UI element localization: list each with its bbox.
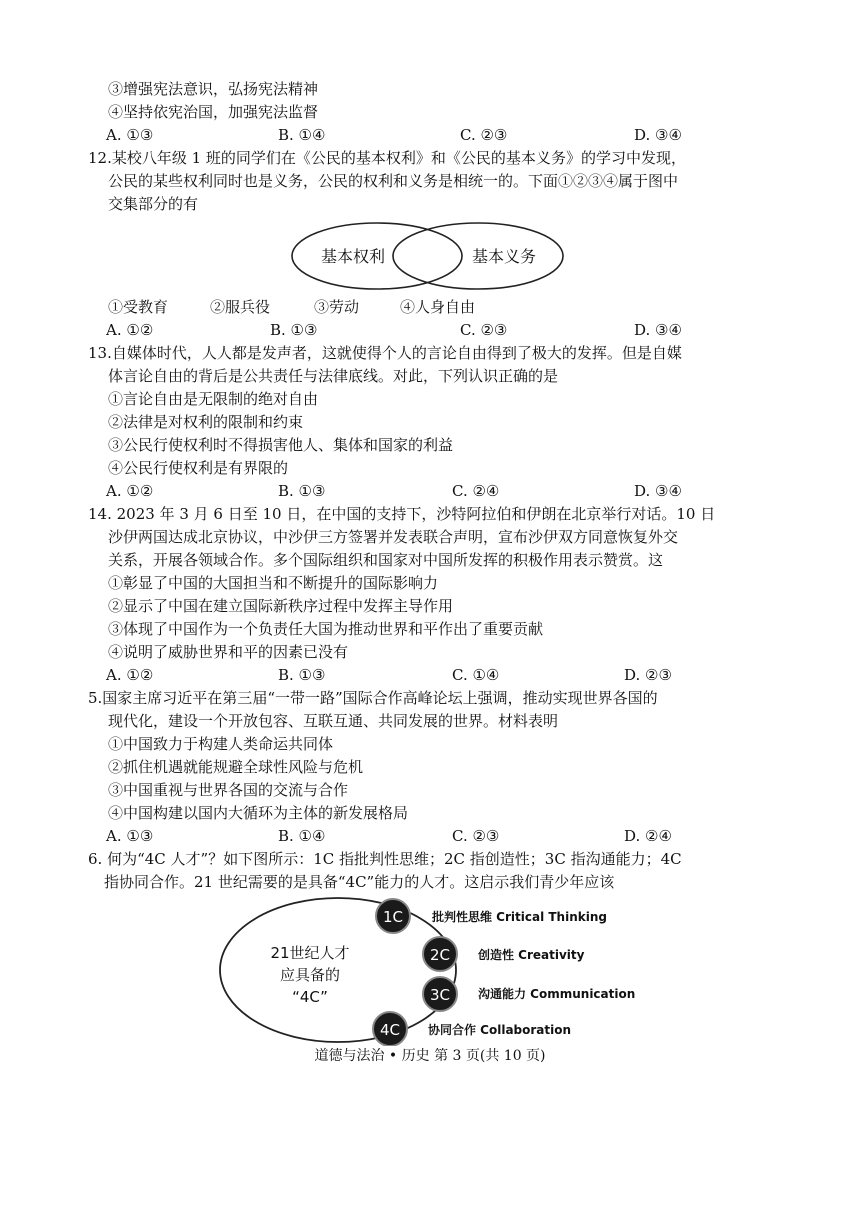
q14-option-b: B. ①③ [278,666,326,684]
q14-item-3: ③体现了中国作为一个负责任大国为推动世界和平作出了重要贡献 [108,620,544,638]
q12-option-d: D. ③④ [634,321,682,339]
q13-option-b: B. ①③ [278,482,326,500]
label-3c: 沟通能力 Communication [478,987,636,1001]
4c-center-line-1: 21世纪人才 [270,944,350,962]
q14-option-d: D. ②③ [624,666,672,684]
q11-option-b: B. ①④ [278,126,326,144]
4c-diagram [210,896,650,1046]
q14-option-a: A. ①② [106,666,154,684]
q14-stem-line-3: 关系，开展各领域合作。多个国际组织和国家对中国所发挥的积极作用表示赞赏。这 [108,551,664,569]
q11-item-3: ③增强宪法意识，弘扬宪法精神 [108,80,319,98]
q12-stem-line-2: 公民的某些权利同时也是义务，公民的权利和义务是相统一的。下面①②③④属于图中 [108,172,679,190]
q13-item-2: ②法律是对权利的限制和约束 [108,413,304,431]
label-1c: 批判性思维 Critical Thinking [432,910,607,924]
badge-2c: 2C [429,946,451,964]
q12-item-3: ③劳动 [314,298,360,316]
page-footer: 道德与法治 • 历史 第 3 页(共 10 页) [314,1048,546,1064]
q13-item-4: ④公民行使权利是有界限的 [108,459,289,477]
q15-stem-line-2: 现代化，建设一个开放包容、互联互通、共同发展的世界。材料表明 [108,712,559,730]
q12-item-4: ④人身自由 [400,298,476,316]
q12-stem-line-1: 12.某校八年级 1 班的同学们在《公民的基本权利》和《公民的基本义务》的学习中发现， [88,149,686,167]
label-2c: 创造性 Creativity [478,948,585,962]
q14-stem-line-1: 14. 2023 年 3 月 6 日至 10 日，在中国的支持下，沙特阿拉伯和伊朗在北京举行对话。10 日 [88,505,716,523]
badge-1c: 1C [382,908,404,926]
4c-node-2 [423,937,585,971]
q16-stem-line-1: 6. 何为“4C 人才”？如下图所示：1C 指批判性思维；2C 指创造性；3C 指沟通能力；4C [88,850,682,868]
q12-option-a: A. ①② [106,321,154,339]
badge-3c: 3C [429,986,451,1004]
q15-item-2: ②抓住机遇就能规避全球性风险与危机 [108,758,364,776]
q14-item-4: ④说明了威胁世界和平的因素已没有 [108,643,349,661]
q14-stem-line-2: 沙伊两国达成北京协议，中沙伊三方签署并发表联合声明，宣布沙伊双方同意恢复外交 [108,528,679,546]
4c-node-1 [376,899,607,933]
q11-option-a: A. ①③ [106,126,154,144]
q13-item-1: ①言论自由是无限制的绝对自由 [108,390,319,408]
venn-diagram [290,220,570,292]
q13-stem-line-2: 体言论自由的背后是公共责任与法律底线。对此，下列认识正确的是 [108,367,559,385]
venn-right-label: 基本义务 [471,247,537,266]
q12-option-b: B. ①③ [270,321,318,339]
4c-center-line-2: 应具备的 [279,966,341,984]
venn-left-label: 基本权利 [320,247,386,266]
q15-stem-line-1: 5.国家主席习近平在第三届“一带一路”国际合作高峰论坛上强调，推动实现世界各国的 [88,689,658,707]
q13-option-a: A. ①② [106,482,154,500]
q14-item-1: ①彰显了中国的大国担当和不断提升的国际影响力 [108,574,439,592]
q15-item-4: ④中国构建以国内大循环为主体的新发展格局 [108,804,409,822]
q12-option-c: C. ②③ [460,321,508,339]
q15-option-d: D. ②④ [624,827,672,845]
q14-option-c: C. ①④ [452,666,500,684]
q13-option-c: C. ②④ [452,482,500,500]
q15-item-3: ③中国重视与世界各国的交流与合作 [108,781,349,799]
q15-option-c: C. ②③ [452,827,500,845]
q16-stem-line-2: 指协同合作。21 世纪需要的是具备“4C”能力的人才。这启示我们青少年应该 [104,873,615,891]
4c-center-line-3: “4C” [292,988,328,1006]
q13-item-3: ③公民行使权利时不得损害他人、集体和国家的利益 [108,436,454,454]
q12-item-1: ①受教育 [108,298,169,316]
q15-option-a: A. ①③ [106,827,154,845]
q12-stem-line-3: 交集部分的有 [108,195,199,213]
label-4c: 协同合作 Collaboration [428,1023,572,1037]
badge-4c: 4C [379,1021,401,1039]
q11-option-d: D. ③④ [634,126,682,144]
q12-item-2: ②服兵役 [210,298,271,316]
q15-option-b: B. ①④ [278,827,326,845]
q15-item-1: ①中国致力于构建人类命运共同体 [108,735,334,753]
4c-node-4 [373,1012,571,1046]
q14-item-2: ②显示了中国在建立国际新秩序过程中发挥主导作用 [108,597,454,615]
q11-option-c: C. ②③ [460,126,508,144]
q13-option-d: D. ③④ [634,482,682,500]
q11-item-4: ④坚持依宪治国，加强宪法监督 [108,103,319,121]
q13-stem-line-1: 13.自媒体时代，人人都是发声者，这就使得个人的言论自由得到了极大的发挥。但是自媒 [88,344,682,362]
